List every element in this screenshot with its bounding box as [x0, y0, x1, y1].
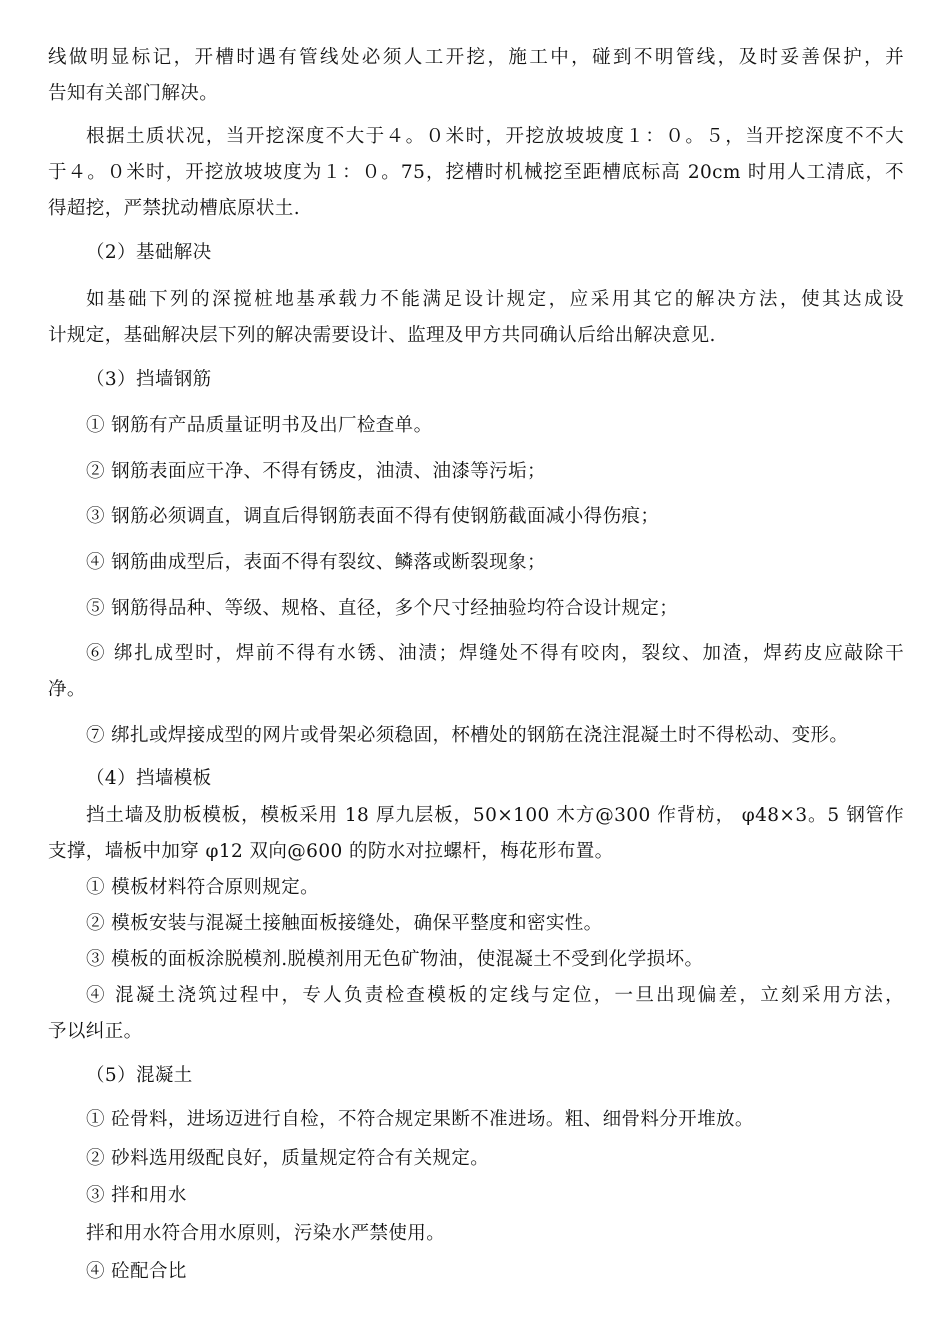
text-line: 予以纠正。 [48, 1021, 143, 1042]
text-line: 计规定，基础解决层下列的解决需要设计、监理及甲方共同确认后给出解决意见. [48, 325, 716, 346]
text-line: 支撑，墙板中加穿 φ12 双向@600 的防水对拉螺杆，梅花形布置。 [48, 841, 614, 862]
text-line: 根据土质状况，当开挖深度不大于４。０米时，开挖放坡坡度１：０。５，当开挖深度不不大 [86, 126, 904, 147]
text-line: 挡土墙及肋板模板，模板采用 18 厚九层板，50×100 木方@300 作背枋， φ48×3。5 钢管作 [86, 805, 904, 826]
text-line: 于４。０米时，开挖放坡坡度为１：０。75，挖槽时机械挖至距槽底标高 20cm 时用人工清底，不 [48, 162, 904, 183]
list-item: ① 模板材料符合原则规定。 [86, 877, 320, 898]
list-item: ① 砼骨料，进场迈进行自检，不符合规定果断不准进场。粗、细骨料分开堆放。 [86, 1109, 754, 1130]
list-item: ③ 模板的面板涂脱模剂.脱模剂用无色矿物油，使混凝土不受到化学损坏。 [86, 949, 704, 970]
list-item: ② 钢筋表面应干净、不得有锈皮，油渍、油漆等污垢； [86, 461, 546, 482]
list-item: ④ 混凝土浇筑过程中，专人负责检查模板的定线与定位，一旦出现偏差，立刻采用方法， [86, 985, 904, 1006]
list-item: ④ 钢筋曲成型后，表面不得有裂纹、鳞落或断裂现象； [86, 552, 546, 573]
text-line: 得超挖，严禁扰动槽底原状土. [48, 198, 300, 219]
list-item: ② 模板安装与混凝土接触面板接缝处，确保平整度和密实性。 [86, 913, 603, 934]
section-heading: （2）基础解决 [86, 242, 212, 263]
text-line: 如基础下列的深搅桩地基承载力不能满足设计规定，应采用其它的解决方法，使其达成设 [86, 289, 904, 310]
list-item: ⑤ 钢筋得品种、等级、规格、直径，多个尺寸经抽验均符合设计规定； [86, 598, 679, 619]
text-line: 告知有关部门解决。 [48, 83, 219, 104]
list-item: ① 钢筋有产品质量证明书及出厂检查单。 [86, 415, 433, 436]
list-item: ③ 拌和用水 [86, 1185, 187, 1206]
list-item: ③ 钢筋必须调直，调直后得钢筋表面不得有使钢筋截面减小得伤痕； [86, 506, 660, 527]
section-heading: （4）挡墙模板 [86, 768, 212, 789]
section-heading: （3）挡墙钢筋 [86, 369, 212, 390]
text-line: 线做明显标记，开槽时遇有管线处必须人工开挖，施工中，碰到不明管线，及时妥善保护，并 [48, 47, 904, 68]
text-line: 拌和用水符合用水原则，污染水严禁使用。 [86, 1223, 446, 1244]
text-line: 净。 [48, 679, 86, 700]
list-item: ② 砂料选用级配良好，质量规定符合有关规定。 [86, 1148, 490, 1169]
section-heading: （5）混凝土 [86, 1065, 193, 1086]
list-item: ④ 砼配合比 [86, 1261, 187, 1282]
list-item: ⑥ 绑扎成型时，焊前不得有水锈、油渍；焊缝处不得有咬肉，裂纹、加渣，焊药皮应敲除干 [86, 643, 904, 664]
list-item: ⑦ 绑扎或焊接成型的网片或骨架必须稳固，杯槽处的钢筋在浇注混凝土时不得松动、变形。 [86, 725, 849, 746]
